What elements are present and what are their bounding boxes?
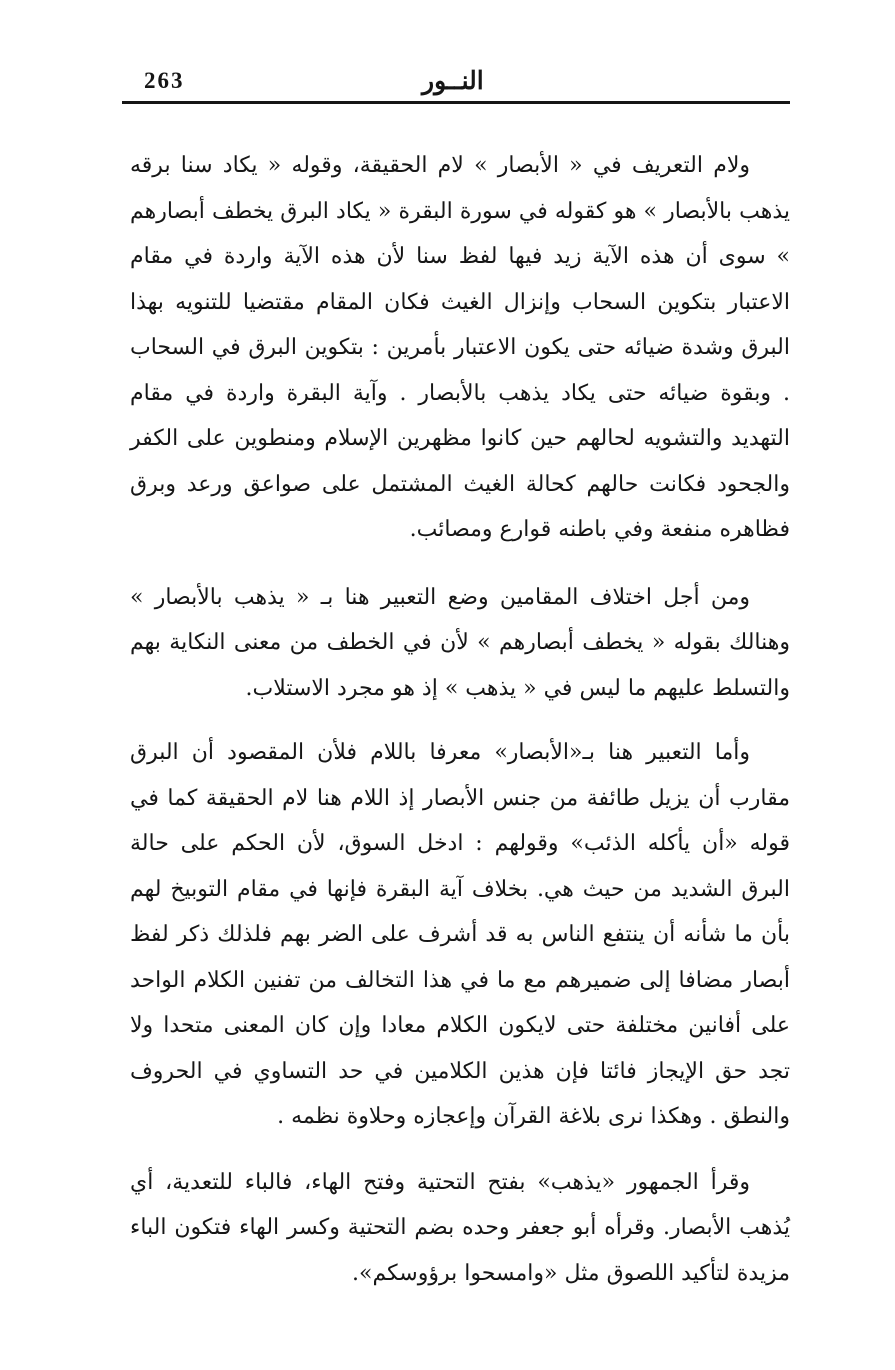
header-rule [122, 101, 790, 104]
body-text [130, 143, 790, 1296]
page-header [122, 62, 790, 102]
paragraph-text: ومن أجل اختلاف المقامين وضع التعبير هنا بـ « يذهب بالأبصار » وهنالك بقوله « يخطف أبصارهم » لأن في الخطف من معنى النكاية بهم والتسلط عليهم ما ليس في « يذهب » إذ هو مجرد الاستلاب. [130, 584, 790, 701]
running-title: النــور [422, 66, 484, 95]
paragraph-text: وأما التعبير هنا بـ«الأبصار» معرفا باللام فلأن المقصود أن البرق مقارب أن يزيل طائفة من جنس الأبصار إذ اللام هنا لام الحقيقة كما في قوله «أن يأكله الذئب» وقولهم : ادخل السوق، لأن الحكم على حالة البرق الشديد من حيث هي. بخلاف آية البقرة فإنها في مقام التوبيخ لهم بأن ما شأنه أن ينتفع الناس به قد أشرف على الضر بهم فلذلك ذكر لفظ أبصار مضافا إلى ضميرهم مع ما في هذا التخالف من تفنين الكلام الواحد على أفانين مختلفة حتى لايكون الكلام معادا وإن كان المعنى متحدا ولا تجد حق الإيجاز فائتا فإن هذين الكلامين في حد التساوي في الحروف والنطق . وهكذا نرى بلاغة القرآن وإعجازه وحلاوة نظمه . [130, 740, 790, 1129]
paragraph-text: ولام التعريف في « الأبصار » لام الحقيقة، وقوله « يكاد سنا برقه يذهب بالأبصار » هو كقوله في سورة البقرة « يكاد البرق يخطف أبصارهم » سوى أن هذه الآية زيد فيها لفظ سنا لأن هذه الآية واردة في مقام الاعتبار بتكوين السحاب وإنزال الغيث فكان المقام مقتضيا للتنويه بهذا البرق وشدة ضيائه حتى يكون الاعتبار بأمرين : بتكوين البرق في السحاب . وبقوة ضيائه حتى يكاد يذهب بالأبصار . وآية البقرة واردة في مقام التهديد والتشويه لحالهم حين كانوا مظهرين الإسلام ومنطوين على الكفر والجحود فكانت حالهم كحالة الغيث المشتمل على صواعق ورعد وبرق فظاهره منفعة وفي باطنه قوارع ومصائب. [130, 153, 790, 542]
page-number: 263 [144, 68, 185, 93]
paragraph [130, 143, 790, 553]
paragraph [130, 575, 790, 712]
paragraph [130, 730, 790, 1140]
paragraph [130, 1160, 790, 1297]
paragraph-text: وقرأ الجمهور «يذهب» بفتح التحتية وفتح الهاء، فالباء للتعدية، أي يُذهب الأبصار. وقرأه أبو جعفر وحده بضم التحتية وكسر الهاء فتكون الباء مزيدة لتأكيد اللصوق مثل «وامسحوا برؤوسكم». [130, 1169, 790, 1286]
